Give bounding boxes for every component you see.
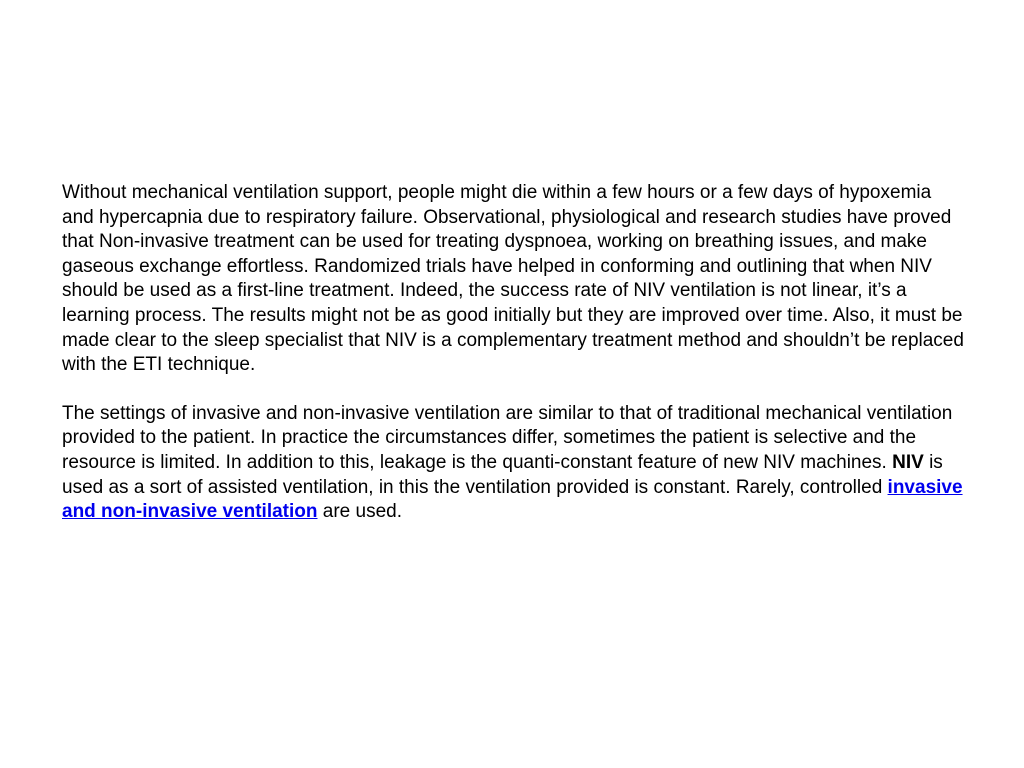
paragraph-2-text-part-3: are used. (317, 501, 402, 523)
ventilation-link[interactable]: invasive and non-invasive ventilation (62, 476, 963, 523)
paragraph-ventilation-settings (62, 402, 967, 525)
niv-bold-term: NIV (892, 451, 924, 473)
paragraph-1-text: Without mechanical ventilation support, people might die within a few hours or a few days of hypoxemia and hypercapnia due to respiratory failure. Observational, physiological and research studies have proved that Non-invasive treatment can be used for treating dyspnoea, working on breathing issues, and make gaseous exchange effortless. Randomized trials have helped in conforming and outlining that when NIV should be used as a first-line treatment. Indeed, the success rate of NIV ventilation is not linear, it’s a learning process. The results might not be as good initially but they are improved over time. Also, it must be made clear to the sleep specialist that NIV is a complementary treatment method and shouldn’t be replaced with the ETI technique. (62, 182, 964, 376)
paragraph-2-text-part-2: is used as a sort of assisted ventilation, in this the ventilation provided is constant. Rarely, controlled (62, 451, 943, 498)
paragraph-mechanical-ventilation (62, 181, 967, 378)
text-body (62, 181, 967, 549)
paragraph-2-text-part-1: The settings of invasive and non-invasive ventilation are similar to that of traditional mechanical ventilation provided to the patient. In practice the circumstances differ, sometimes the patient is selective and the resource is limited. In addition to this, leakage is the quanti-constant feature of new NIV machines. (62, 402, 953, 473)
